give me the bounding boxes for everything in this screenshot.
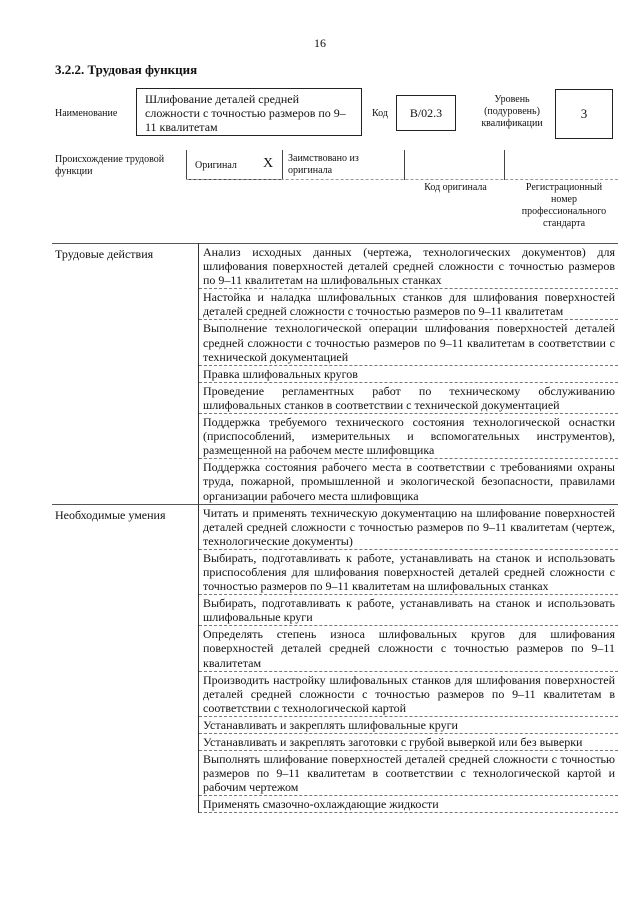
required-skills-label: Необходимые умения [52, 504, 199, 813]
original-cell [186, 150, 283, 180]
origin-baseline [186, 179, 618, 180]
skill-item: Применять смазочно-охлаждающие жидкости [199, 796, 619, 813]
skill-item: Производить настройку шлифовальных станков для шлифования поверхностей деталей средней сложности с точностью размеров по 9–11 квалитетам в соответствии с технологической картой [199, 671, 619, 716]
name-label: Наименование [55, 108, 118, 119]
skill-item: Определять степень износа шлифовальных кругов для шлифования поверхностей деталей средней сложности с точностью размеров по 9–11 квалитетам [199, 626, 619, 671]
level-box: 3 [555, 89, 613, 139]
original-code-cell [405, 150, 505, 180]
skill-item: Выбирать, подготавливать к работе, устанавливать на станок и использовать приспособления для шлифования поверхностей деталей средней сложности с точностью размеров по 9–11 квалитетам на шлифовальных станках [199, 549, 619, 594]
labor-action-item: Поддержка состояния рабочего места в соответствии с требованиями охраны труда, пожарной, промышленной и экологической безопасности, правилами организации рабочего места шлифовщика [199, 459, 619, 504]
skill-item: Устанавливать и закреплять шлифовальные круги [199, 716, 619, 733]
function-details-table [52, 243, 618, 813]
section-title: 3.2.2. Трудовая функция [55, 62, 198, 77]
labor-actions-label: Трудовые действия [52, 244, 199, 505]
borrowed-cell [283, 150, 405, 180]
original-label: Оригинал [195, 160, 237, 171]
borrowed-label: Заимствовано из оригинала [288, 153, 359, 176]
level-label: Уровень (подуровень) квалификации [481, 94, 543, 129]
page-number: 16 [314, 36, 326, 50]
code-original-label: Код оригинала [424, 182, 487, 193]
function-code-box: B/02.3 [396, 95, 456, 131]
labor-actions-section [52, 244, 618, 505]
labor-action-item: Настойка и наладка шлифовальных станков для шлифования поверхностей деталей средней сложности с точностью размеров по 9–11 квалитетам [199, 289, 619, 320]
labor-action-item: Выполнение технологической операции шлифования поверхностей деталей средней сложности с точностью размеров по 9–11 квалитетам в соответствии с технической документацией [199, 320, 619, 365]
skill-item: Устанавливать и закреплять заготовки с грубой выверкой или без выверки [199, 734, 619, 751]
labor-action-item: Анализ исходных данных (чертежа, технологических документов) для шлифования поверхностей деталей средней сложности с точностью размеров по 9–11 квалитетам на шлифовальных станках [199, 244, 619, 289]
skill-item: Читать и применять техническую документацию на шлифование поверхностей деталей средней сложности с точностью размеров по 9–11 квалитетам (чертеж, технологические документы) [199, 504, 619, 549]
labor-action-item: Поддержка требуемого технического состояния технологической оснастки (приспособлений, измерительных и вспомогательных инструментов), размещенной на рабочем месте шлифовщика [199, 414, 619, 459]
original-mark: X [263, 156, 274, 171]
skill-item: Выбирать, подготавливать к работе, устанавливать на станок и использовать шлифовальные круги [199, 595, 619, 626]
required-skills-section [52, 504, 618, 813]
skill-item: Выполнять шлифование поверхностей деталей средней сложности с точностью размеров по 9–11 квалитетам в соответствии с технологической картой и рабочим чертежом [199, 751, 619, 796]
origin-label: Происхождение трудовой функции [55, 154, 165, 177]
function-name-box: Шлифование деталей средней сложности с точностью размеров по 9–11 квалитетам [136, 88, 362, 136]
labor-action-item: Правка шлифовальных кругов [199, 365, 619, 382]
reg-number-label: Регистрационный номер профессионального стандарта [521, 182, 607, 229]
labor-action-item: Проведение регламентных работ по техническому обслуживанию шлифовальных станков в соответствии с технической документацией [199, 382, 619, 413]
code-label: Код [372, 108, 388, 119]
